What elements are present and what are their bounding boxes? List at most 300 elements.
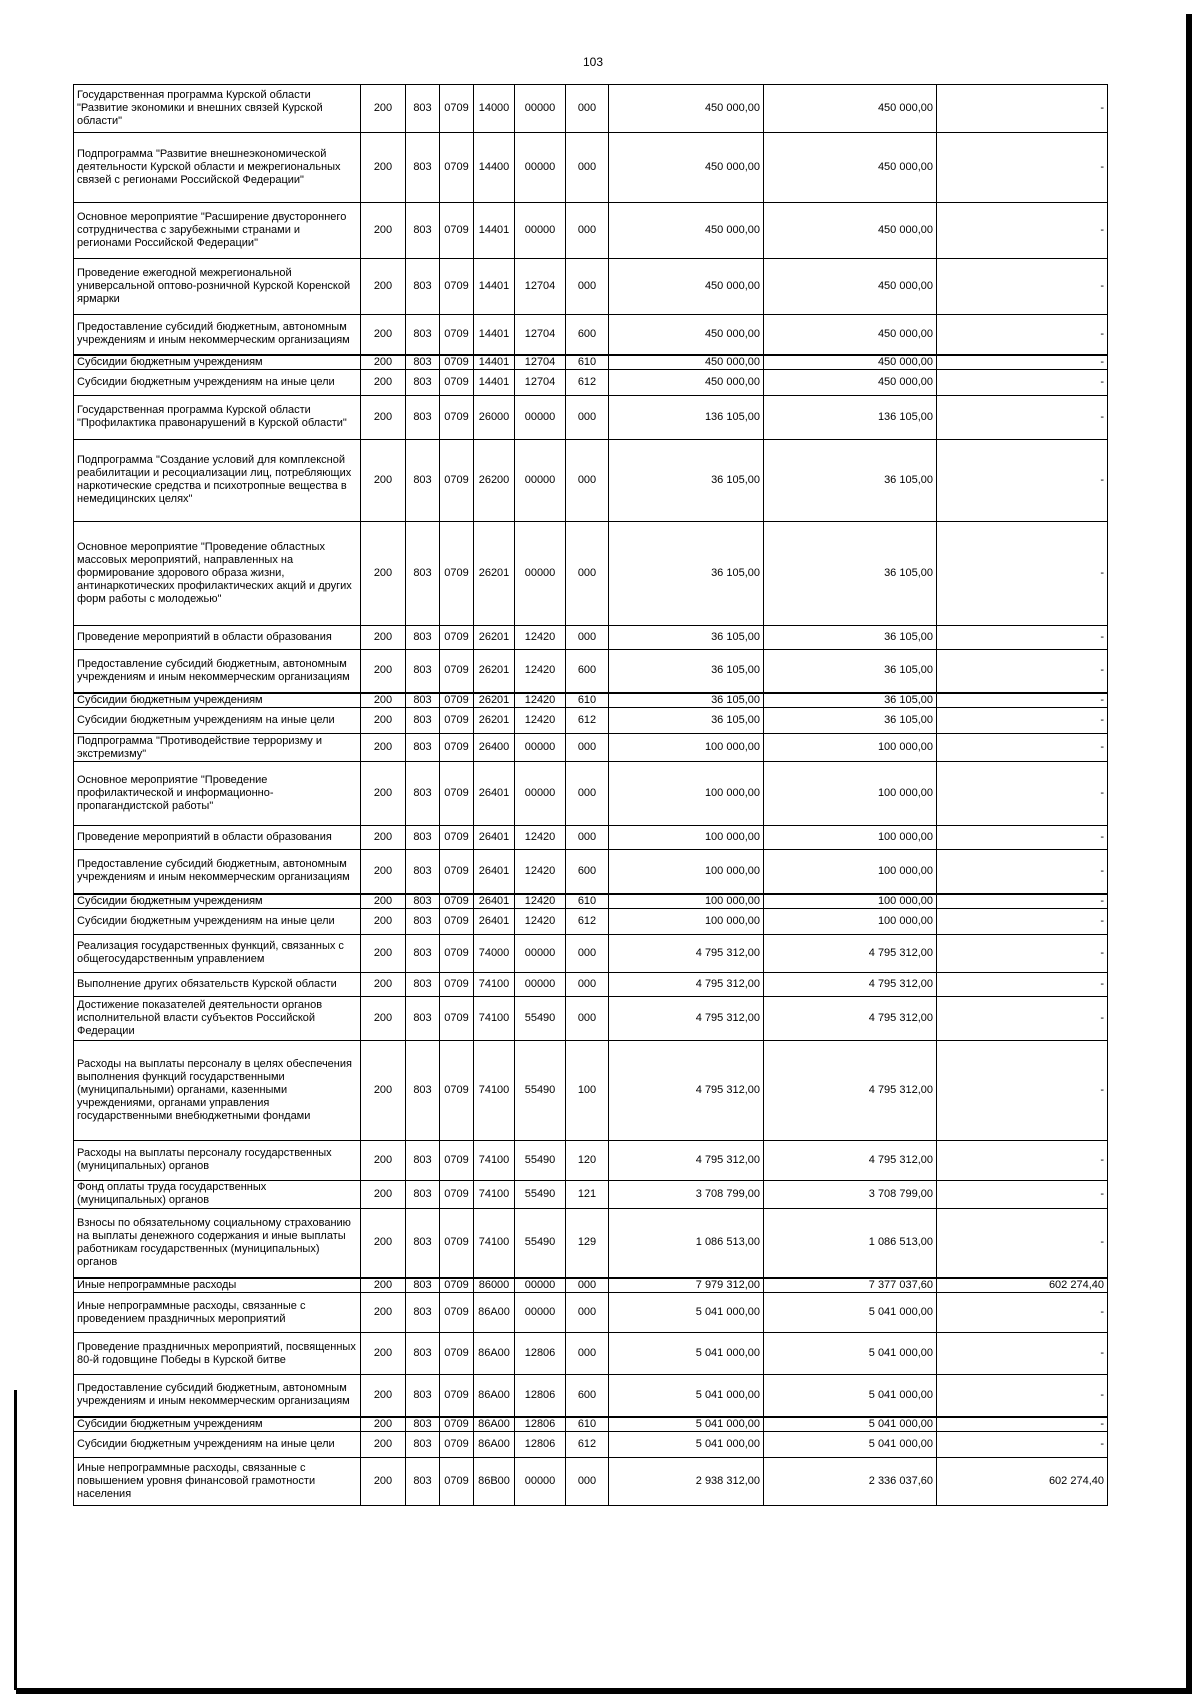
amount-cell: - — [937, 850, 1108, 894]
amount-cell: 4 795 312,00 — [609, 996, 764, 1040]
code-cell: 803 — [406, 1457, 440, 1505]
code-cell: 803 — [406, 972, 440, 996]
amount-cell: 5 041 000,00 — [764, 1375, 937, 1417]
code-cell: 200 — [361, 521, 406, 625]
row-name-cell: Расходы на выплаты персоналу государственных (муниципальных) органов — [74, 1140, 361, 1180]
code-cell: 0709 — [440, 850, 474, 894]
row-name-cell: Субсидии бюджетным учреждениям — [74, 894, 361, 909]
code-cell: 12420 — [515, 894, 566, 909]
code-cell: 26401 — [474, 826, 515, 850]
code-cell: 00000 — [515, 762, 566, 826]
amount-cell: 136 105,00 — [609, 395, 764, 439]
amount-cell: 36 105,00 — [764, 625, 937, 649]
code-cell: 803 — [406, 625, 440, 649]
amount-cell: 602 274,40 — [937, 1278, 1108, 1293]
page-number: 103 — [582, 55, 604, 69]
code-cell: 803 — [406, 1431, 440, 1457]
code-cell: 12420 — [515, 649, 566, 693]
amount-cell: 5 041 000,00 — [764, 1431, 937, 1457]
code-cell: 0709 — [440, 85, 474, 133]
code-cell: 0709 — [440, 826, 474, 850]
amount-cell: 36 105,00 — [609, 693, 764, 708]
row-name-cell: Подпрограмма "Развитие внешнеэкономической деятельности Курской области и межрегиональных связей с регионами Российской Федерации" — [74, 133, 361, 203]
code-cell: 74100 — [474, 972, 515, 996]
row-name-cell: Субсидии бюджетным учреждениям — [74, 355, 361, 370]
table-row — [74, 1208, 1108, 1278]
code-cell: 803 — [406, 369, 440, 395]
row-name-cell: Взносы по обязательному социальному страхованию на выплаты денежного содержания и иные выплаты работникам государственных (муниципальных) органов — [74, 1208, 361, 1278]
code-cell: 00000 — [515, 395, 566, 439]
code-cell: 12704 — [515, 355, 566, 370]
code-cell: 26201 — [474, 708, 515, 734]
code-cell: 200 — [361, 850, 406, 894]
code-cell: 00000 — [515, 734, 566, 762]
table-row — [74, 395, 1108, 439]
code-cell: 200 — [361, 1375, 406, 1417]
code-cell: 26201 — [474, 649, 515, 693]
code-cell: 610 — [566, 894, 609, 909]
code-cell: 612 — [566, 908, 609, 934]
code-cell: 0709 — [440, 708, 474, 734]
code-cell: 803 — [406, 395, 440, 439]
code-cell: 000 — [566, 972, 609, 996]
amount-cell: 36 105,00 — [609, 521, 764, 625]
row-name-cell: Субсидии бюджетным учреждениям на иные цели — [74, 908, 361, 934]
code-cell: 86А00 — [474, 1417, 515, 1432]
code-cell: 14401 — [474, 203, 515, 259]
code-cell: 12806 — [515, 1375, 566, 1417]
code-cell: 200 — [361, 85, 406, 133]
table-row — [74, 1417, 1108, 1432]
code-cell: 200 — [361, 908, 406, 934]
amount-cell: - — [937, 1180, 1108, 1208]
code-cell: 000 — [566, 259, 609, 315]
code-cell: 26201 — [474, 693, 515, 708]
amount-cell: - — [937, 826, 1108, 850]
table-row — [74, 1293, 1108, 1333]
amount-cell: 5 041 000,00 — [609, 1293, 764, 1333]
amount-cell: - — [937, 934, 1108, 972]
code-cell: 0709 — [440, 934, 474, 972]
table-row — [74, 850, 1108, 894]
amount-cell: 100 000,00 — [764, 734, 937, 762]
code-cell: 803 — [406, 521, 440, 625]
code-cell: 803 — [406, 850, 440, 894]
amount-cell: - — [937, 521, 1108, 625]
code-cell: 26201 — [474, 625, 515, 649]
code-cell: 200 — [361, 1140, 406, 1180]
code-cell: 12420 — [515, 826, 566, 850]
amount-cell: - — [937, 1293, 1108, 1333]
row-name-cell: Предоставление субсидий бюджетным, автономным учреждениям и иным некоммерческим организациям — [74, 315, 361, 355]
code-cell: 12420 — [515, 693, 566, 708]
table-row — [74, 133, 1108, 203]
amount-cell: 7 377 037,60 — [764, 1278, 937, 1293]
code-cell: 14000 — [474, 85, 515, 133]
amount-cell: 1 086 513,00 — [609, 1208, 764, 1278]
amount-cell: 5 041 000,00 — [609, 1333, 764, 1375]
amount-cell: 36 105,00 — [609, 708, 764, 734]
amount-cell: - — [937, 1375, 1108, 1417]
code-cell: 803 — [406, 85, 440, 133]
code-cell: 00000 — [515, 1457, 566, 1505]
row-name-cell: Субсидии бюджетным учреждениям на иные цели — [74, 369, 361, 395]
code-cell: 803 — [406, 734, 440, 762]
code-cell: 200 — [361, 1431, 406, 1457]
amount-cell: - — [937, 355, 1108, 370]
amount-cell: 2 336 037,60 — [764, 1457, 937, 1505]
table-row — [74, 1431, 1108, 1457]
code-cell: 600 — [566, 850, 609, 894]
code-cell: 803 — [406, 1208, 440, 1278]
row-name-cell: Достижение показателей деятельности органов исполнительной власти субъектов Российской Федерации — [74, 996, 361, 1040]
amount-cell: 5 041 000,00 — [609, 1375, 764, 1417]
table-row — [74, 203, 1108, 259]
page-frame-right — [1186, 14, 1192, 1694]
amount-cell: 450 000,00 — [609, 133, 764, 203]
row-name-cell: Реализация государственных функций, связанных с общегосударственным управлением — [74, 934, 361, 972]
table-row — [74, 315, 1108, 355]
table-row — [74, 369, 1108, 395]
code-cell: 200 — [361, 762, 406, 826]
code-cell: 200 — [361, 355, 406, 370]
amount-cell: 36 105,00 — [764, 521, 937, 625]
code-cell: 803 — [406, 762, 440, 826]
code-cell: 0709 — [440, 1140, 474, 1180]
table-row — [74, 1140, 1108, 1180]
code-cell: 14400 — [474, 133, 515, 203]
code-cell: 0709 — [440, 355, 474, 370]
amount-cell: 5 041 000,00 — [764, 1333, 937, 1375]
table-row — [74, 1375, 1108, 1417]
amount-cell: - — [937, 203, 1108, 259]
table-row — [74, 259, 1108, 315]
amount-cell: 36 105,00 — [764, 693, 937, 708]
code-cell: 0709 — [440, 369, 474, 395]
amount-cell: 100 000,00 — [609, 762, 764, 826]
code-cell: 612 — [566, 369, 609, 395]
code-cell: 12806 — [515, 1417, 566, 1432]
amount-cell: 100 000,00 — [609, 908, 764, 934]
amount-cell: 36 105,00 — [764, 708, 937, 734]
amount-cell: 3 708 799,00 — [764, 1180, 937, 1208]
code-cell: 803 — [406, 133, 440, 203]
amount-cell: - — [937, 734, 1108, 762]
code-cell: 803 — [406, 1293, 440, 1333]
code-cell: 12420 — [515, 908, 566, 934]
amount-cell: 4 795 312,00 — [764, 972, 937, 996]
code-cell: 200 — [361, 1278, 406, 1293]
amount-cell: 100 000,00 — [609, 894, 764, 909]
code-cell: 12420 — [515, 708, 566, 734]
row-name-cell: Расходы на выплаты персоналу в целях обеспечения выполнения функций государственными (муниципальными) органами, казенными учреждениями, органами управления государственными внебюджетными фондами — [74, 1040, 361, 1140]
code-cell: 0709 — [440, 625, 474, 649]
amount-cell: 4 795 312,00 — [764, 1040, 937, 1140]
code-cell: 200 — [361, 1333, 406, 1375]
amount-cell: 2 938 312,00 — [609, 1457, 764, 1505]
amount-cell: 450 000,00 — [764, 85, 937, 133]
row-name-cell: Государственная программа Курской области "Развитие экономики и внешних связей Курской области" — [74, 85, 361, 133]
row-name-cell: Основное мероприятие "Проведение областных массовых мероприятий, направленных на формирование здорового образа жизни, антинаркотических профилактических акций и других форм работы с молодежью" — [74, 521, 361, 625]
row-name-cell: Проведение ежегодной межрегиональной универсальной оптово-розничной Курской Коренской ярмарки — [74, 259, 361, 315]
code-cell: 0709 — [440, 1375, 474, 1417]
code-cell: 803 — [406, 439, 440, 521]
code-cell: 803 — [406, 934, 440, 972]
row-name-cell: Иные непрограммные расходы — [74, 1278, 361, 1293]
amount-cell: 3 708 799,00 — [609, 1180, 764, 1208]
code-cell: 000 — [566, 521, 609, 625]
code-cell: 200 — [361, 259, 406, 315]
code-cell: 803 — [406, 1180, 440, 1208]
code-cell: 00000 — [515, 203, 566, 259]
amount-cell: 450 000,00 — [764, 259, 937, 315]
code-cell: 803 — [406, 203, 440, 259]
amount-cell: - — [937, 1417, 1108, 1432]
row-name-cell: Иные непрограммные расходы, связанные с проведением праздничных мероприятий — [74, 1293, 361, 1333]
code-cell: 803 — [406, 1417, 440, 1432]
amount-cell: 36 105,00 — [609, 625, 764, 649]
code-cell: 803 — [406, 693, 440, 708]
code-cell: 0709 — [440, 693, 474, 708]
code-cell: 0709 — [440, 439, 474, 521]
code-cell: 0709 — [440, 1180, 474, 1208]
amount-cell: 4 795 312,00 — [609, 1040, 764, 1140]
code-cell: 0709 — [440, 521, 474, 625]
code-cell: 74100 — [474, 1040, 515, 1140]
code-cell: 12420 — [515, 625, 566, 649]
code-cell: 200 — [361, 439, 406, 521]
amount-cell: 4 795 312,00 — [764, 934, 937, 972]
code-cell: 12806 — [515, 1333, 566, 1375]
table-row — [74, 826, 1108, 850]
amount-cell: 4 795 312,00 — [764, 1140, 937, 1180]
code-cell: 000 — [566, 1457, 609, 1505]
table-row — [74, 972, 1108, 996]
row-name-cell: Фонд оплаты труда государственных (муниципальных) органов — [74, 1180, 361, 1208]
code-cell: 74100 — [474, 1140, 515, 1180]
code-cell: 0709 — [440, 972, 474, 996]
code-cell: 00000 — [515, 85, 566, 133]
code-cell: 200 — [361, 972, 406, 996]
code-cell: 600 — [566, 315, 609, 355]
amount-cell: - — [937, 1333, 1108, 1375]
code-cell: 26401 — [474, 894, 515, 909]
code-cell: 00000 — [515, 972, 566, 996]
table-row — [74, 894, 1108, 909]
code-cell: 803 — [406, 259, 440, 315]
code-cell: 000 — [566, 996, 609, 1040]
amount-cell: 602 274,40 — [937, 1457, 1108, 1505]
code-cell: 000 — [566, 133, 609, 203]
code-cell: 0709 — [440, 315, 474, 355]
code-cell: 26401 — [474, 908, 515, 934]
code-cell: 00000 — [515, 1278, 566, 1293]
code-cell: 26000 — [474, 395, 515, 439]
code-cell: 0709 — [440, 395, 474, 439]
code-cell: 600 — [566, 1375, 609, 1417]
row-name-cell: Предоставление субсидий бюджетным, автономным учреждениям и иным некоммерческим организациям — [74, 850, 361, 894]
code-cell: 200 — [361, 708, 406, 734]
amount-cell: 36 105,00 — [609, 649, 764, 693]
table-row — [74, 908, 1108, 934]
amount-cell: - — [937, 708, 1108, 734]
row-name-cell: Субсидии бюджетным учреждениям — [74, 693, 361, 708]
code-cell: 000 — [566, 826, 609, 850]
code-cell: 12704 — [515, 369, 566, 395]
amount-cell: 5 041 000,00 — [764, 1293, 937, 1333]
code-cell: 86А00 — [474, 1375, 515, 1417]
code-cell: 803 — [406, 1333, 440, 1375]
row-name-cell: Подпрограмма "Создание условий для комплексной реабилитации и ресоциализации лиц, потребляющих наркотические средства и психотропные вещества в немедицинских целях" — [74, 439, 361, 521]
amount-cell: 450 000,00 — [609, 315, 764, 355]
code-cell: 0709 — [440, 1431, 474, 1457]
code-cell: 200 — [361, 203, 406, 259]
code-cell: 000 — [566, 395, 609, 439]
code-cell: 12806 — [515, 1431, 566, 1457]
code-cell: 12704 — [515, 315, 566, 355]
code-cell: 200 — [361, 1208, 406, 1278]
code-cell: 0709 — [440, 259, 474, 315]
table-row — [74, 649, 1108, 693]
row-name-cell: Иные непрограммные расходы, связанные с повышением уровня финансовой грамотности населения — [74, 1457, 361, 1505]
amount-cell: 36 105,00 — [764, 649, 937, 693]
code-cell: 803 — [406, 908, 440, 934]
table-row — [74, 934, 1108, 972]
amount-cell: - — [937, 1140, 1108, 1180]
code-cell: 000 — [566, 1333, 609, 1375]
amount-cell: 450 000,00 — [764, 133, 937, 203]
code-cell: 0709 — [440, 762, 474, 826]
code-cell: 14401 — [474, 315, 515, 355]
budget-table-body — [74, 85, 1108, 1506]
code-cell: 612 — [566, 708, 609, 734]
code-cell: 803 — [406, 894, 440, 909]
code-cell: 74100 — [474, 1208, 515, 1278]
amount-cell: - — [937, 894, 1108, 909]
amount-cell: 1 086 513,00 — [764, 1208, 937, 1278]
code-cell: 200 — [361, 1417, 406, 1432]
code-cell: 000 — [566, 625, 609, 649]
amount-cell: 100 000,00 — [764, 762, 937, 826]
code-cell: 26401 — [474, 762, 515, 826]
amount-cell: - — [937, 762, 1108, 826]
amount-cell: 100 000,00 — [764, 894, 937, 909]
code-cell: 200 — [361, 996, 406, 1040]
code-cell: 803 — [406, 649, 440, 693]
table-row — [74, 734, 1108, 762]
code-cell: 200 — [361, 934, 406, 972]
amount-cell: 136 105,00 — [764, 395, 937, 439]
code-cell: 803 — [406, 315, 440, 355]
code-cell: 200 — [361, 1293, 406, 1333]
code-cell: 000 — [566, 439, 609, 521]
row-name-cell: Субсидии бюджетным учреждениям — [74, 1417, 361, 1432]
row-name-cell: Основное мероприятие "Проведение профилактической и информационно-пропагандистской работы" — [74, 762, 361, 826]
code-cell: 12420 — [515, 850, 566, 894]
table-row — [74, 1457, 1108, 1505]
amount-cell: 450 000,00 — [764, 369, 937, 395]
amount-cell: - — [937, 439, 1108, 521]
code-cell: 55490 — [515, 1140, 566, 1180]
amount-cell: 36 105,00 — [609, 439, 764, 521]
row-name-cell: Субсидии бюджетным учреждениям на иные цели — [74, 1431, 361, 1457]
row-name-cell: Проведение праздничных мероприятий, посвященных 80-й годовщине Победы в Курской битве — [74, 1333, 361, 1375]
code-cell: 0709 — [440, 1333, 474, 1375]
amount-cell: 450 000,00 — [764, 203, 937, 259]
amount-cell: - — [937, 1208, 1108, 1278]
code-cell: 0709 — [440, 1278, 474, 1293]
code-cell: 0709 — [440, 908, 474, 934]
amount-cell: - — [937, 1040, 1108, 1140]
amount-cell: 100 000,00 — [764, 908, 937, 934]
code-cell: 74100 — [474, 996, 515, 1040]
row-name-cell: Предоставление субсидий бюджетным, автономным учреждениям и иным некоммерческим организациям — [74, 1375, 361, 1417]
table-row — [74, 355, 1108, 370]
code-cell: 00000 — [515, 521, 566, 625]
table-row — [74, 85, 1108, 133]
amount-cell: - — [937, 133, 1108, 203]
table-row — [74, 521, 1108, 625]
code-cell: 000 — [566, 734, 609, 762]
code-cell: 26201 — [474, 521, 515, 625]
amount-cell: 5 041 000,00 — [764, 1417, 937, 1432]
amount-cell: 4 795 312,00 — [609, 1140, 764, 1180]
table-row — [74, 1180, 1108, 1208]
amount-cell: 100 000,00 — [609, 850, 764, 894]
row-name-cell: Государственная программа Курской области "Профилактика правонарушений в Курской области" — [74, 395, 361, 439]
code-cell: 0709 — [440, 1293, 474, 1333]
code-cell: 55490 — [515, 1208, 566, 1278]
code-cell: 74000 — [474, 934, 515, 972]
table-row — [74, 625, 1108, 649]
code-cell: 803 — [406, 355, 440, 370]
amount-cell: 450 000,00 — [609, 259, 764, 315]
code-cell: 120 — [566, 1140, 609, 1180]
row-name-cell: Проведение мероприятий в области образования — [74, 826, 361, 850]
amount-cell: - — [937, 315, 1108, 355]
code-cell: 00000 — [515, 439, 566, 521]
amount-cell: 100 000,00 — [764, 826, 937, 850]
row-name-cell: Подпрограмма "Противодействие терроризму и экстремизму" — [74, 734, 361, 762]
code-cell: 14401 — [474, 369, 515, 395]
code-cell: 200 — [361, 1040, 406, 1140]
amount-cell: - — [937, 395, 1108, 439]
code-cell: 000 — [566, 85, 609, 133]
code-cell: 600 — [566, 649, 609, 693]
code-cell: 74100 — [474, 1180, 515, 1208]
code-cell: 14401 — [474, 259, 515, 315]
code-cell: 803 — [406, 1375, 440, 1417]
code-cell: 000 — [566, 203, 609, 259]
code-cell: 129 — [566, 1208, 609, 1278]
amount-cell: 4 795 312,00 — [764, 996, 937, 1040]
code-cell: 55490 — [515, 1040, 566, 1140]
code-cell: 000 — [566, 1278, 609, 1293]
amount-cell: - — [937, 85, 1108, 133]
amount-cell: 450 000,00 — [609, 85, 764, 133]
code-cell: 200 — [361, 826, 406, 850]
table-row — [74, 708, 1108, 734]
code-cell: 200 — [361, 1180, 406, 1208]
page-frame-bottom — [16, 1688, 1192, 1694]
code-cell: 100 — [566, 1040, 609, 1140]
code-cell: 121 — [566, 1180, 609, 1208]
code-cell: 86А00 — [474, 1431, 515, 1457]
amount-cell: 450 000,00 — [609, 369, 764, 395]
code-cell: 55490 — [515, 1180, 566, 1208]
table-row — [74, 996, 1108, 1040]
amount-cell: 450 000,00 — [764, 355, 937, 370]
